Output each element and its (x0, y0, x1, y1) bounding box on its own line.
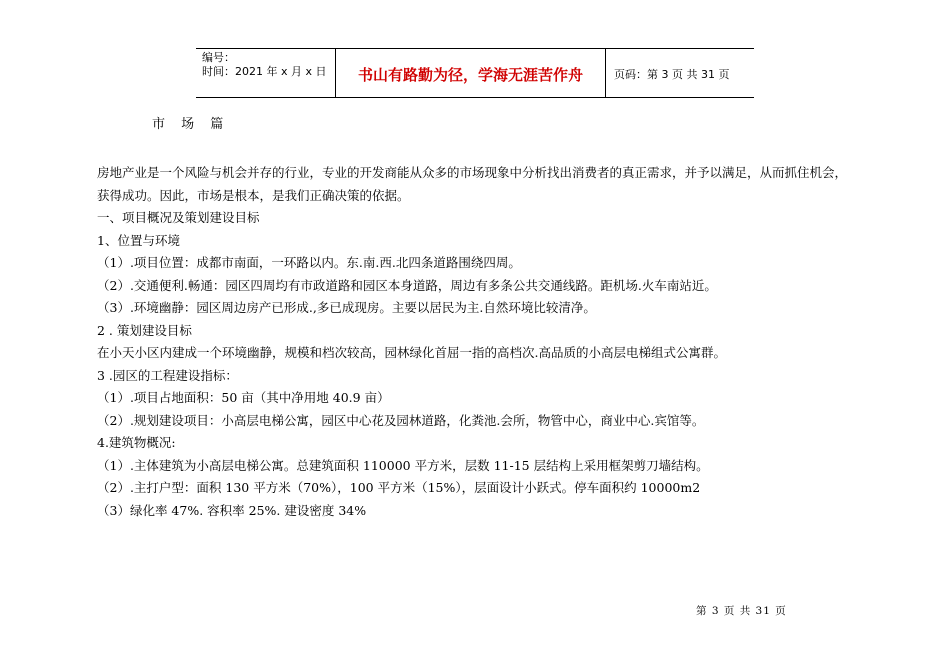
paragraph-goal: 在小天小区内建成一个环境幽静，规模和档次较高，园林绿化首屈一指的高档次.高品质的小高层电梯组式公寓群。 (97, 345, 726, 360)
list-item: （1）.项目占地面积：50 亩（其中净用地 40.9 亩） (97, 390, 390, 405)
document-body (97, 162, 857, 522)
heading-project-overview: 一、项目概况及策划建设目标 (97, 210, 260, 225)
section-title: 市 场 篇 (152, 117, 230, 132)
list-item: （3）绿化率 47%. 容积率 25%. 建设密度 34% (97, 502, 367, 518)
heading-construction-indicators: 3 .园区的工程建设指标： (97, 367, 238, 383)
header-motto: 书山有路勤为径，学海无涯苦作舟 (336, 49, 606, 97)
heading-building-overview: 4.建筑物概况: (97, 435, 176, 450)
list-item: （3）.环境幽静：园区周边房产已形成.,多已成现房。主要以居民为主.自然环境比较清净。 (97, 300, 596, 315)
page-header (196, 48, 754, 98)
header-meta-cell (196, 49, 336, 97)
page-footer: 第 3 页 共 31 页 (696, 605, 787, 617)
list-item: （2）.规划建设项目：小高层电梯公寓，园区中心花及园林道路，化粪池.会所，物管中心，商业中心.宾馆等。 (97, 412, 705, 428)
list-item: （1）.主体建筑为小高层电梯公寓。总建筑面积 110000 平方米，层数 11-15 层结构上采用框架剪刀墙结构。 (97, 457, 709, 473)
heading-planning-goal: 2 . 策划建设目标 (97, 322, 192, 338)
heading-location-environment: 1、位置与环境 (97, 232, 180, 248)
time-label: 时间：2021 年 x 月 x 日 (202, 65, 327, 78)
paragraph-intro: 房地产业是一个风险与机会并存的行业，专业的开发商能从众多的市场现象中分析找出消费者的真正需求，并予以满足，从而抓住机会，获得成功。因此，市场是根本，是我们正确决策的依据。 (97, 165, 848, 203)
list-item: （2）.交通便利.畅通：园区四周均有市政道路和园区本身道路，周边有多条公共交通线路。距机场.火车南站近。 (97, 277, 717, 293)
list-item: （1）.项目位置：成都市南面，一环路以内。东.南.西.北四条道路围绕四周。 (97, 255, 521, 270)
list-item: （2）.主打户型：面积 130 平方米（70%），100 平方米（15%），层面设计小跃式。停车面积约 10000m2 (97, 480, 701, 495)
number-label: 编号： (202, 51, 235, 64)
header-page-info: 页码：第 3 页 共 31 页 (614, 68, 730, 81)
